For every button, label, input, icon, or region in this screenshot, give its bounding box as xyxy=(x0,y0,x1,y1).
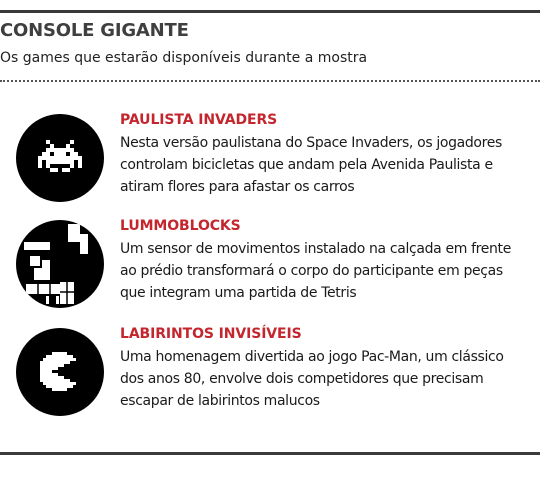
tetris-blocks-icon xyxy=(16,220,104,308)
description-line: atiram flores para afastar os carros xyxy=(120,179,355,195)
space-invader-icon xyxy=(16,114,104,202)
page-subtitle: Os games que estarão disponíveis durante a mostra xyxy=(0,50,368,66)
description-line: Uma homenagem divertida ao jogo Pac-Man, um clássico xyxy=(120,349,504,365)
page-title: CONSOLE GIGANTE xyxy=(0,20,189,41)
description-line: dos anos 80, envolve dois competidores que precisam xyxy=(120,371,484,387)
pac-man-icon xyxy=(16,328,104,416)
description-line: controlam bicicletas que andam pela Avenida Paulista e xyxy=(120,157,493,173)
game-entry-lummoblocks xyxy=(0,220,540,316)
entry-description xyxy=(120,238,530,304)
description-line: escapar de labirintos malucos xyxy=(120,393,320,409)
entry-title: PAULISTA INVADERS xyxy=(120,112,278,128)
description-line: ao prédio transformará o corpo do participante em peças xyxy=(120,263,503,279)
entry-title: LABIRINTOS INVISÍVEIS xyxy=(120,326,302,342)
description-line: Nesta versão paulistana do Space Invaders, os jogadores xyxy=(120,135,502,151)
entry-description xyxy=(120,132,530,198)
entry-description xyxy=(120,346,530,412)
bottom-rule xyxy=(0,452,540,455)
entry-title: LUMMOBLOCKS xyxy=(120,218,241,234)
game-entry-paulista-invaders xyxy=(0,114,540,210)
dotted-divider xyxy=(0,80,540,82)
description-line: que integram uma partida de Tetris xyxy=(120,285,357,301)
top-rule xyxy=(0,10,540,13)
game-entry-labirintos-invisiveis xyxy=(0,328,540,424)
description-line: Um sensor de movimentos instalado na calçada em frente xyxy=(120,241,511,257)
